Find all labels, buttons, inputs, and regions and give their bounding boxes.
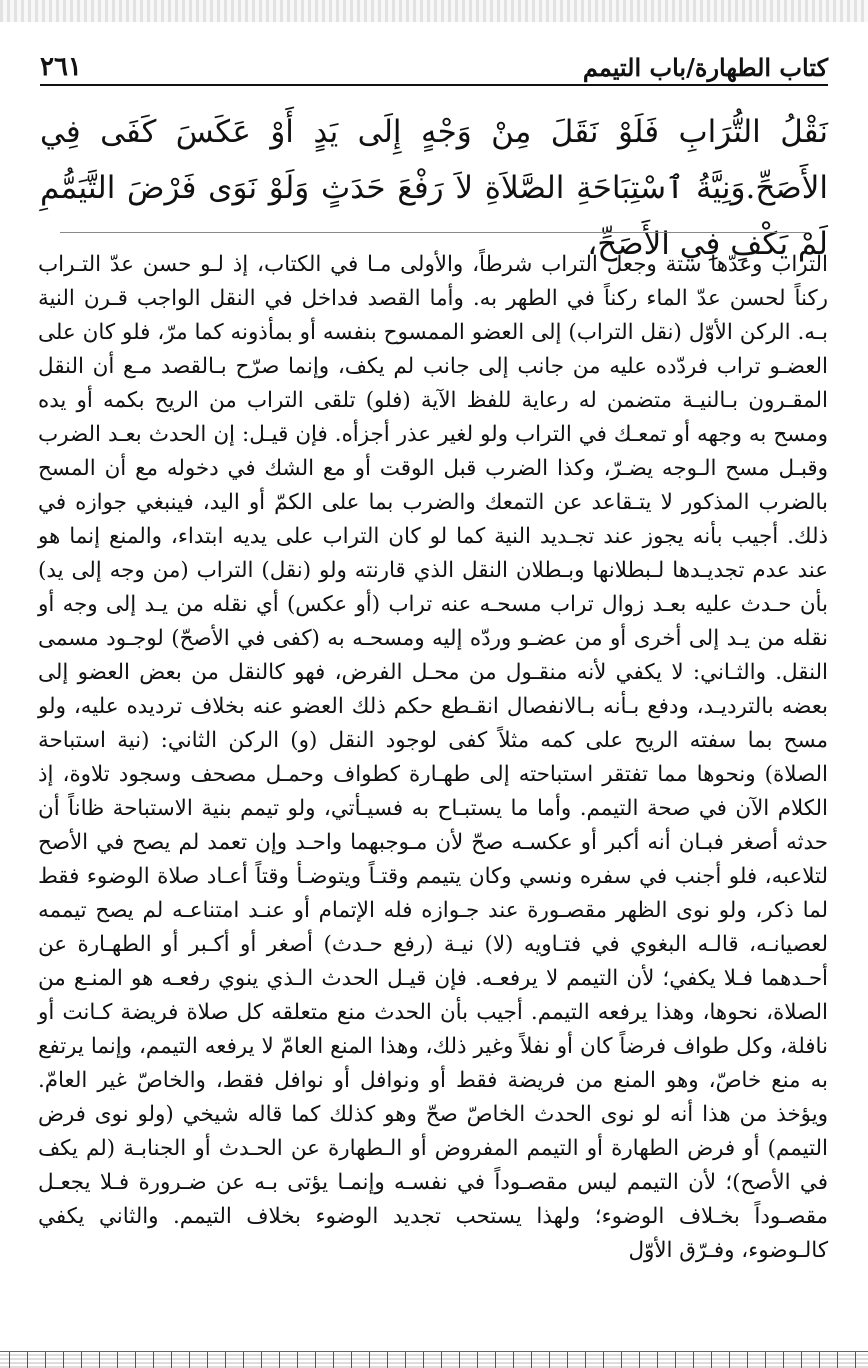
main-text-block bbox=[40, 104, 828, 272]
commentary-block bbox=[38, 248, 828, 1268]
commentary-text: التراب وعدّها ستة وجعل التراب شرطاً، والأولى مـا في الكتاب، إذ لـو حسن عدّ التـراب ركناً لحسن عدّ الماء ركناً في الطهر به. وأما القصد فداخل في النقل الواجب قـرن النية بـه. الركن الأوّل (نقل التراب) إلى العضو الممسوح بنفسه أو بمأذونه كما مرّ، فلو كان على العضـو تراب فردّده عليه من جانب إلى جانب لم يكف، وإنما صرّح بـالقصد مـع أن النقل المقـرون بـالنيـة متضمن له رعاية للفظ الآية (فلو) تلقى التراب من الريح بكمه أو يده ومسح به وجهه أو تمعـك في التراب ولو لغير عذر أجزأه. فإن قيـل: إن الحدث بعـد الضرب وقبـل مسح الـوجه يضـرّ، وكذا الضرب قبل الوقت أو مع الشك في دخوله مع أن المسح بالضرب المذكور لا يتـقاعد عن التمعك والضرب بما على الكمّ أو اليد، فينبغي جوازه في ذلك. أجيب بأنه يجوز عند تجـديد النية كما لو كان التراب على يديه ابتداء، والمنع إنما هو عند عدم تجديـدها لـبطلانها وبـطلان النقل الذي قارنته ولو (نقل) التراب (من وجه إلى يد) بأن حـدث عليه بعـد زوال تراب مسحـه عنه تراب (أو عكس) أي نقله من يـد إلى وجه أو نقله من يـد إلى أخرى أو من عضـو وردّه إليه ومسحـه به (كفى في الأصحّ) لوجـود مسمى النقل. والثـاني: لا يكفي لأنه منقـول من محـل الفرض، فهو كالنقل من بعض العضو إلى بعضه بالترديـد، ودفع بـأنه بـالانفصال انقـطع حكم ذلك العضو عنه بخلاف ترديده عليه، ولو مسح بما سفته الريح على كمه مثلاً كفى لوجود النقل (و) الركن الثاني: (نية استباحة الصلاة) ونحوها مما تفتقر استباحته إلى طهـارة كطواف وحمـل مصحف وسجود تلاوة، إذ الكلام الآن في صحة التيمم. وأما ما يستبـاح به فسيـأتي، ولو تيمم بنية الاستباحة ظاناً أن حدثه أصغر فبـان أنه أكبر أو عكسـه صحّ لأن مـوجبهما واحـد وإن تعمد لم يصح في الأصح لتلاعبه، فلو أجنب في سفره ونسي وكان يتيمم وقتـاً ويتوضـأ وقتاً أعـاد صلاة الوضوء فقط لما ذكر، ولو نوى الظهر مقصـورة عند جـوازه فله الإتمام أو عنـد امتناعـه لم يصح تيممه لعصيانـه، قالـه البغوي في فتـاويه (لا) نيـة (رفع حـدث) أصغر أو أكـبر أو الطهـارة عن أحـدهما فـلا يكفي؛ لأن التيمم لا يرفعـه. فإن قيـل الحدث الـذي ينوي رفعـه هو المنـع من الصلاة، نحوها، وهذا يرفعه التيمم. أجيب بأن الحدث منع متعلقه كل صلاة فريضة كـانت أو نافلة، وكل طواف فرضاً كان أو نفلاً وغير ذلك، وهذا المنع العامّ لا يرفعه التيمم، وإنما يرتفع به منع خاصّ، وهو المنع من فريضة فقط أو ونوافل أو نوافل فقط، والخاصّ غير العامّ. ويؤخذ من هذا أنه لو نوى الحدث الخاصّ صحّ وهو كذلك كما قاله شيخي (ولو نوى فرض التيمم) أو فرض الطهارة أو التيمم المفروض أو الـطهارة عن الحـدث أو الجنابـة (لم يكف في الأصح)؛ لأن التيمم ليس مقصـوداً في نفسـه وإنمـا يؤتى بـه عن ضـرورة فـلا يجعـل مقصـوداً بخـلاف الوضوء؛ ولهذا يستحب تجديد الوضوء بخلاف التيمم. والثاني يكفي كالـوضوء، وفـرّق الأوّل bbox=[38, 252, 828, 1263]
main-text: نَقْلُ التُّرَابِ فَلَوْ نَقَلَ مِنْ وَجْهٍ إِلَى يَدٍ أَوْ عَكَسَ كَفَى فِي الأَصَحِّ.وَنِيَّةُ ٱسْتِبَاحَةِ الصَّلاَةِ لاَ رَفْعَ حَدَثٍ وَلَوْ نَوَى فَرْضَ التَّيَمُّمِ لَمْ يَكْفِ فِي الأَصَحِّ، bbox=[40, 114, 828, 262]
header-rule bbox=[40, 84, 828, 86]
page-number: ٢٦١ bbox=[40, 52, 82, 82]
bottom-ornamental-border bbox=[0, 1351, 868, 1368]
running-header bbox=[40, 42, 828, 82]
top-ornamental-border bbox=[0, 0, 868, 22]
section-divider bbox=[60, 232, 808, 233]
chapter-title: كتاب الطهارة/باب التيمم bbox=[582, 53, 828, 82]
